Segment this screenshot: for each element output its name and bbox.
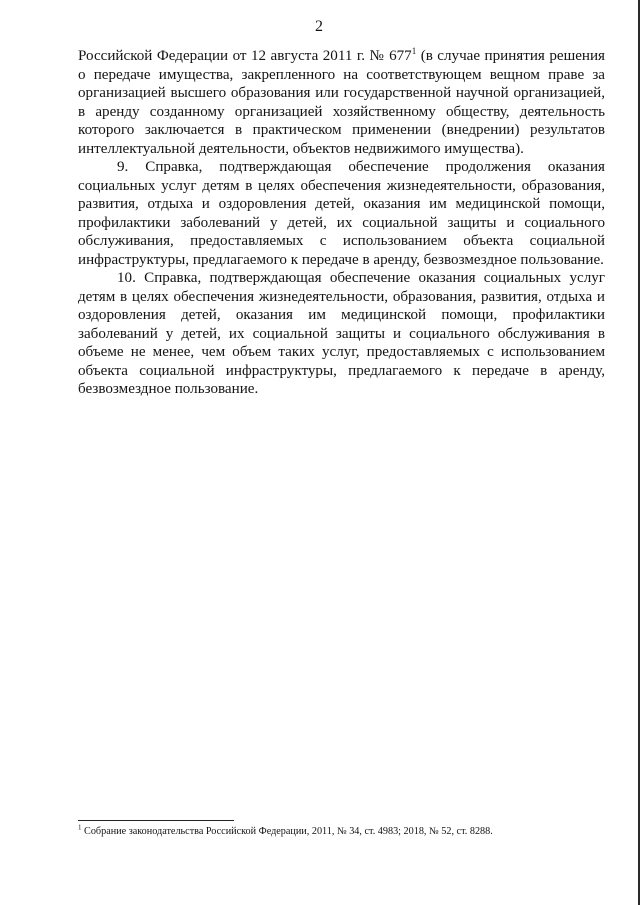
page-number: 2: [315, 18, 323, 35]
paragraph-continuation: [78, 47, 605, 158]
footnote-reference: 1: [411, 45, 417, 56]
footnote-separator: [78, 820, 234, 821]
paragraph-item-9: 9. Справка, подтверждающая обеспечение продолжения оказания социальных услуг детям в целях обеспечения жизнедеятельности, образования, развития, отдыха и оздоровления детей, оказания им медицинской помощи, профилактики заболеваний у детей, их социальной защиты и социального обслуживания, предоставляемых с использованием объекта социальной инфраструктуры, предлагаемого к передаче в аренду, безвозмездное пользование.: [78, 159, 605, 268]
document-body: [78, 47, 605, 399]
footnote: [78, 825, 605, 838]
footnote-text: Собрание законодательства Российской Федерации, 2011, № 34, ст. 4983; 2018, № 52, ст. 8288.: [81, 826, 493, 837]
paragraph-text: (в случае принятия решения о передаче имущества, закрепленного на соответствующем вещном праве за организацией высшего образования или государственной научной организацией, в аренду созданному организацией хозяйственному обществу, деятельность которого заключается в практическом применении (внедрении) результатов интеллектуальной деятельности, объектов недвижимого имущества).: [78, 48, 605, 157]
footnote-marker: 1: [78, 823, 82, 832]
paragraph-item-10: 10. Справка, подтверждающая обеспечение оказания социальных услуг детям в целях обеспечения жизнедеятельности, образования, развития, отдыха и оздоровления детей, оказания им медицинской помощи, профилактики заболеваний у детей, их социальной защиты и социального обслуживания в объеме не менее, чем объем таких услуг, предоставляемых с использованием объекта социальной инфраструктуры, предлагаемого к передаче в аренду, безвозмездное пользование.: [78, 270, 605, 397]
paragraph-text: Российской Федерации от 12 августа 2011 г. № 677: [78, 48, 412, 64]
